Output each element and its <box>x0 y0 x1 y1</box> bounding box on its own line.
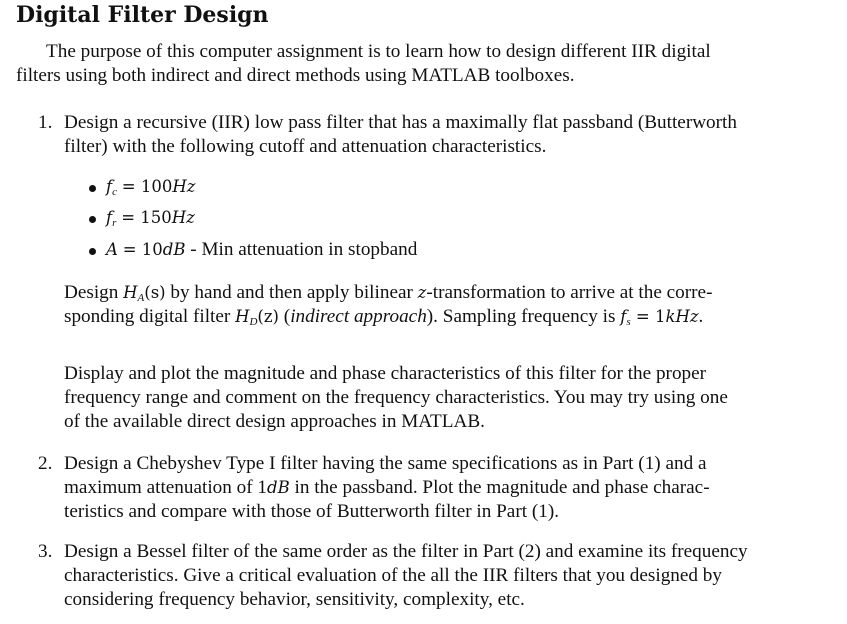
bullet-dot <box>89 216 96 223</box>
intro-line-1: The purpose of this computer assignment is to learn how to design different IIR digital <box>46 41 711 62</box>
bullet-attenuation: A = 10dB - Min attenuation in stopband <box>106 239 418 260</box>
item-3-line-2: characteristics. Give a critical evaluation of the all the IIR filters that you designed by <box>64 565 722 586</box>
item-1-line-2: filter) with the following cutoff and attenuation characteristics. <box>64 136 547 157</box>
item-2-line-3: teristics and compare with those of Butterworth filter in Part (1). <box>64 501 560 522</box>
item-3-line-1: Design a Bessel filter of the same order as the filter in Part (2) and examine its frequency <box>64 541 748 562</box>
bullet-dot <box>89 248 96 255</box>
item-1-para-2-line-2: sponding digital filter $H_D(z)$ (indirect approach). Sampling frequency is $f_s = 1kHz$. <box>64 306 704 328</box>
item-2-line-1: Design a Chebyshev Type I filter having the same specifications as in Part (1) and a <box>64 453 707 474</box>
intro-line-2: filters using both indirect and direct methods using MATLAB toolboxes. <box>16 65 575 86</box>
bullet-dot <box>89 185 96 192</box>
item-1-para-3-line-2: frequency range and comment on the frequency characteristics. You may try using one <box>64 387 728 408</box>
item-3-line-3: considering frequency behavior, sensitivity, complexity, etc. <box>64 589 525 610</box>
item-1-number: 1. <box>38 112 53 133</box>
item-1-line-1: Design a recursive (IIR) low pass filter that has a maximally flat passband (Butterworth <box>64 112 737 133</box>
bullet-rejection-frequency: $f_r = 150Hz$ <box>106 208 195 229</box>
item-2-number: 2. <box>38 453 53 474</box>
item-3-number: 3. <box>38 541 53 562</box>
item-1-para-3-line-3: of the available direct design approaches in MATLAB. <box>64 411 485 432</box>
item-2-line-2: maximum attenuation of 1dB in the passband. Plot the magnitude and phase charac- <box>64 477 710 498</box>
item-1-para-3-line-1: Display and plot the magnitude and phase characteristics of this filter for the proper <box>64 363 707 384</box>
page-title: Digital Filter Design <box>16 2 269 28</box>
bullet-cutoff-frequency: $f_c = 100Hz$ <box>106 177 196 198</box>
item-1-para-2-line-1: Design $H_A(s)$ by hand and then apply bilinear z-transformation to arrive at the corre- <box>64 282 713 304</box>
